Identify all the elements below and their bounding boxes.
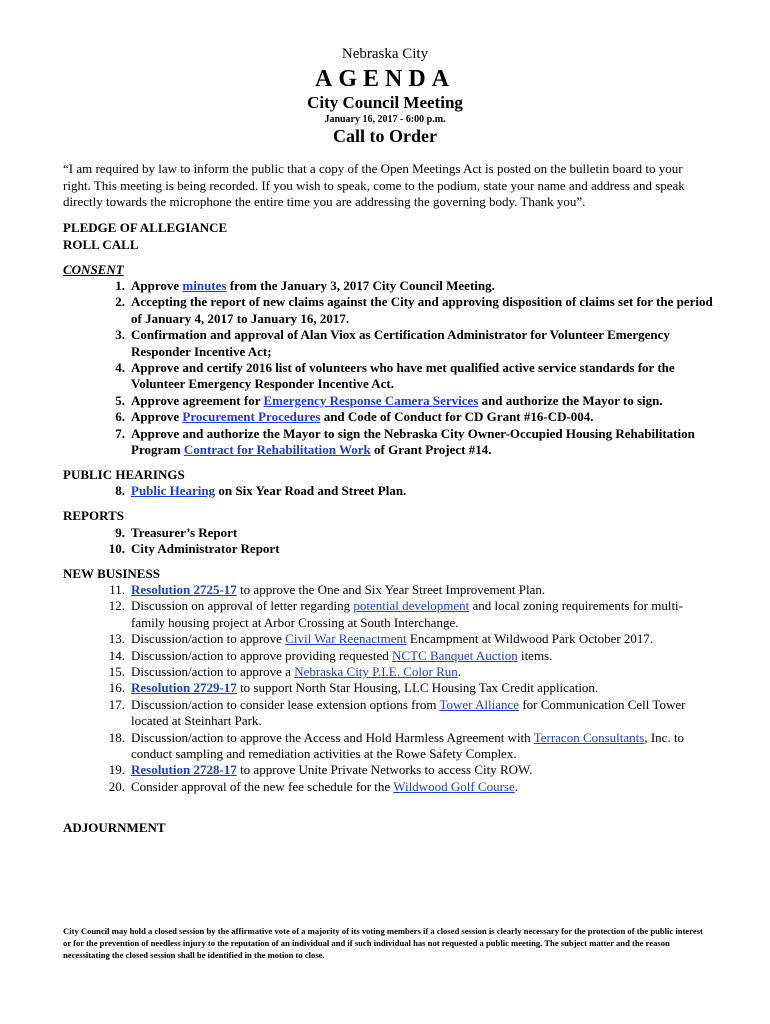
agenda-item [63, 631, 713, 647]
agenda-item-text: items. [517, 647, 553, 663]
agenda-item-text: Consider approval of the new fee schedule for the [131, 778, 394, 794]
agenda-item-number: 9. [115, 525, 125, 540]
agenda-item-text: Discussion/action to approve a [131, 664, 295, 680]
agenda-item-number: 6. [115, 409, 125, 425]
agenda-item [63, 648, 713, 664]
call-to-order: Call to Order [333, 126, 437, 146]
agenda-item-text: Encampment at Wildwood Park October 2017. [406, 631, 654, 647]
agenda-item-link[interactable]: Civil War Reenactment [285, 631, 407, 647]
roll-call-heading: ROLL CALL [63, 237, 139, 252]
meeting-title: City Council Meeting [307, 93, 463, 112]
pledge-heading: PLEDGE OF ALLEGIANCE [63, 220, 228, 235]
agenda-item-number: 2. [115, 294, 125, 310]
agenda-item [63, 697, 713, 730]
agenda-item [63, 278, 713, 294]
agenda-item-number: 10. [108, 541, 125, 557]
agenda-item [63, 409, 713, 425]
agenda-item-text: and Code of Conduct for CD Grant #16-CD-004. [320, 409, 594, 425]
agenda-item-text: Discussion/action to consider lease extension options from [131, 696, 440, 712]
agenda-item-number: 8. [115, 483, 125, 498]
agenda-item-text: to approve Unite Private Networks to access City ROW. [236, 762, 533, 778]
agenda-item-text: Approve [131, 409, 183, 425]
agenda-item [63, 525, 713, 541]
agenda-item-text: . [457, 664, 462, 680]
agenda-item [63, 541, 713, 557]
agenda-item-text: Discussion/action to approve providing requested [131, 647, 393, 663]
agenda-item-link[interactable]: Resolution 2728-17 [131, 762, 237, 778]
agenda-item-link[interactable]: potential development [353, 598, 470, 614]
agenda-item-text: on Six Year Road and Street Plan. [215, 483, 407, 498]
agenda-item-text: Accepting the report of new claims against the City and approving disposition of claims set for the period of January 4, 2017 to January 16, 2017. [131, 294, 713, 326]
agenda-item-text: Discussion/action to approve the Access and Hold Harmless Agreement with [131, 729, 534, 745]
agenda-item [63, 680, 713, 696]
agenda-item-text: , Inc. to conduct sampling and remediation activities at the Rowe Safety Complex. [131, 729, 685, 762]
agenda-item [63, 762, 713, 778]
agenda-item [63, 730, 713, 763]
agenda-item-number: 18. [108, 729, 125, 745]
agenda-item-text: Discussion on approval of letter regarding [131, 598, 354, 614]
agenda-item [63, 582, 713, 598]
agenda-item-link[interactable]: NCTC Banquet Auction [392, 647, 518, 663]
agenda-item-text: Approve and authorize the Mayor to sign the Nebraska City Owner-Occupied Housing Rehabilitation Program [131, 425, 695, 458]
closed-session-notice: City Council may hold a closed session by the affirmative vote of a majority of its voting members if a closed session is clearly necessary for the protection of the public interest or for the prevention of needless injury to the reputation of an individual and if such individual has not requested a public meeting. The subject matter and the reason necessitating the closed session shall be identified in the motion to close. [63, 926, 703, 960]
agenda-item-text: Approve agreement for [131, 392, 264, 408]
agenda-item-link[interactable]: Procurement Procedures [182, 409, 321, 425]
agenda-item [63, 664, 713, 680]
agenda-item-number: 11. [109, 582, 125, 597]
agenda-item [63, 393, 713, 409]
agenda-item-text: Approve [131, 278, 183, 293]
agenda-item-number: 5. [115, 392, 125, 408]
agenda-item-link[interactable]: Contract for Rehabilitation Work [183, 442, 371, 458]
agenda-item-number: 13. [108, 631, 125, 647]
agenda-item-link[interactable]: Resolution 2729-17 [131, 680, 237, 696]
agenda-item-number: 4. [115, 360, 125, 376]
agenda-item-text: and local zoning requirements for multi-family housing project at Arbor Crossing at South Interchange. [131, 598, 683, 630]
agenda-item-text: Confirmation and approval of Alan Viox as Certification Administrator for Volunteer Emergency Responder Incentive Act; [131, 327, 670, 359]
agenda-item-link[interactable]: Resolution 2725-17 [131, 582, 237, 597]
agenda-item-text: from the January 3, 2017 City Council Meeting. [226, 278, 495, 293]
agenda-item-number: 17. [108, 696, 125, 712]
new-business-heading: NEW BUSINESS [63, 566, 160, 581]
agenda-item-text: to approve the One and Six Year Street Improvement Plan. [236, 582, 546, 597]
agenda-item-link[interactable]: Emergency Response Camera Services [263, 392, 479, 408]
adjournment-heading: ADJOURNMENT [63, 820, 166, 835]
agenda-item-text: for Communication Cell Tower located at Steinhart Park. [131, 696, 686, 729]
agenda-item-text: Approve and certify 2016 list of volunteers who have met qualified active service standards for the Volunteer Emergency Responder Incentive Act. [131, 360, 675, 392]
agenda-item-link[interactable]: Public Hearing [131, 483, 216, 498]
agenda-item [63, 779, 713, 795]
agenda-item-text: to support North Star Housing, LLC Housing Tax Credit application. [236, 680, 599, 696]
consent-list [63, 278, 713, 458]
agenda-item-number: 7. [115, 425, 125, 441]
public-hearings-heading: PUBLIC HEARINGS [63, 467, 185, 482]
agenda-item [63, 360, 713, 393]
agenda-item-number: 1. [115, 278, 125, 293]
intro-statement: “I am required by law to inform the public that a copy of the Open Meetings Act is posted on the bulletin board to your right. This meeting is being recorded. If you wish to speak, come to the podium, state your name and address and speak directly towards the microphone the entire time you are addressing the governing body. Thank you”. [63, 161, 685, 209]
agenda-title: AGENDA [314, 66, 455, 92]
agenda-item-text: of Grant Project #14. [370, 442, 492, 458]
new-business-list [63, 582, 713, 795]
agenda-item-number: 20. [108, 778, 125, 794]
agenda-item-number: 16. [108, 680, 125, 696]
agenda-item-link[interactable]: Nebraska City P.I.E. Color Run [294, 664, 458, 680]
agenda-item-number: 19. [108, 762, 125, 778]
agenda-item-text: . [514, 778, 518, 794]
consent-heading: CONSENT [63, 262, 124, 277]
agenda-item [63, 483, 713, 499]
agenda-item [63, 598, 713, 631]
agenda-item-text: Discussion/action to approve [131, 631, 286, 647]
meeting-date: January 16, 2017 - 6:00 p.m. [324, 114, 446, 125]
city-name: Nebraska City [341, 46, 429, 62]
agenda-item [63, 327, 713, 360]
agenda-item-link[interactable]: minutes [182, 278, 227, 293]
reports-list [63, 525, 713, 558]
agenda-item [63, 294, 713, 327]
agenda-item-text: and authorize the Mayor to sign. [478, 392, 663, 408]
agenda-item-number: 15. [108, 664, 125, 680]
agenda-item-text: City Administrator Report [131, 541, 280, 557]
agenda-item-link[interactable]: Terracon Consultants [533, 729, 645, 745]
agenda-item-number: 3. [115, 327, 125, 343]
agenda-item-text: Treasurer’s Report [131, 525, 238, 540]
agenda-item [63, 426, 713, 459]
agenda-item-number: 12. [108, 598, 125, 614]
reports-heading: REPORTS [63, 508, 124, 523]
public-hearings-list [63, 483, 713, 499]
agenda-item-link[interactable]: Tower Alliance [439, 696, 520, 712]
agenda-item-link[interactable]: Wildwood Golf Course [393, 778, 515, 794]
agenda-item-number: 14. [108, 647, 125, 663]
